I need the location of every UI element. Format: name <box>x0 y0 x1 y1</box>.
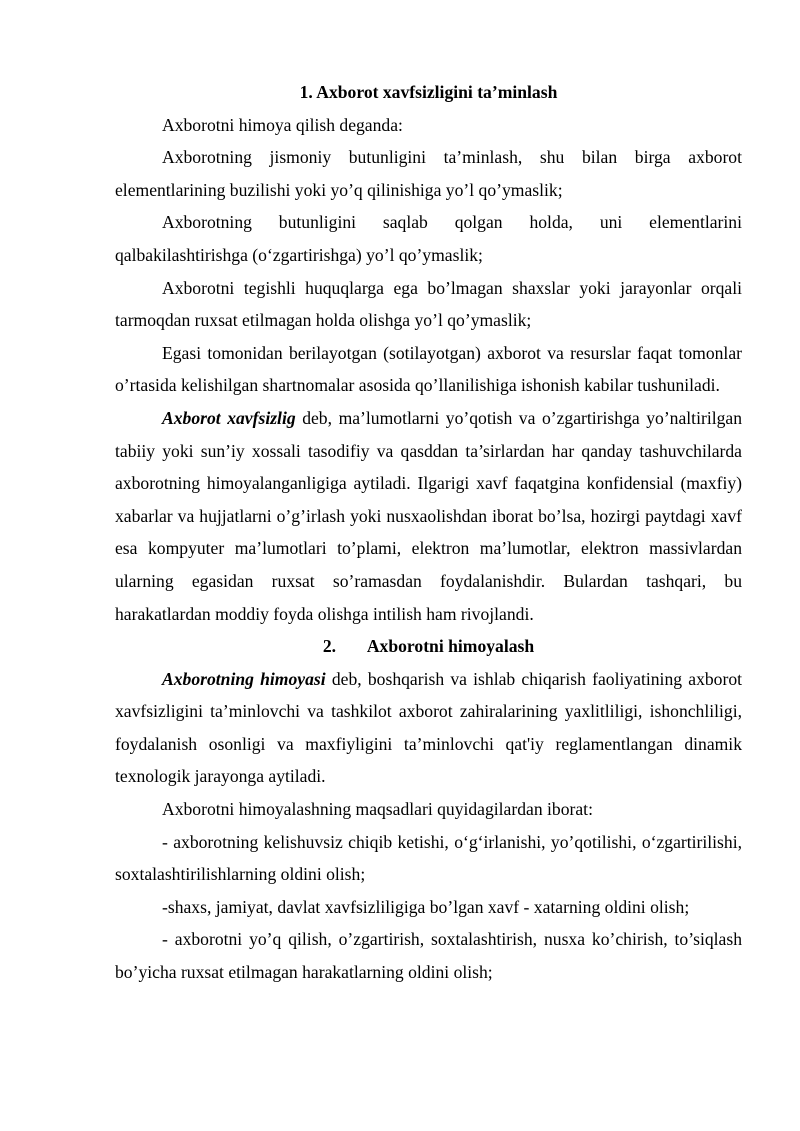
definition-term-axborot-xavfsizlig: Axborot xavfsizlig <box>162 407 296 428</box>
section-1-item-1: Axborotning jismoniy butunligini ta’minlash, shu bilan birga axborot elementlarining buzilishi yoki yo’q qilinishiga yo’l qo’ymaslik; <box>115 147 742 200</box>
section-1-intro: Axborotni himoya qilish deganda: <box>162 114 403 135</box>
section-1-title: 1. Axborot xavfsizligini ta’minlash <box>299 82 558 102</box>
section-2-title-text: Axborotni himoyalash <box>366 636 535 657</box>
section-1-item-4: Egasi tomonidan berilayotgan (sotilayotgan) axborot va resurslar faqat tomonlar o’rtasida kelishilgan shartnomalar asosida qo’llanilishiga ishonish kabilar tushuniladi. <box>115 342 742 396</box>
section-1-item-2: Axborotning butunligini saqlab qolgan holda, uni elementlarini qalbakilashtirishga (o‘zgartirishga) yo’l qo’ymaslik; <box>115 212 742 265</box>
section-1-definition <box>115 402 742 630</box>
definition-text: deb, boshqarish va ishlab chiqarish faoliyatining axborot xavfsizligini ta’minlovchi va tashkilot axborot zahiralarining yaxlitliligi, ishonchliligi, foydalanish osonligi va maxfiyligini ta’minlovchi qat'iy reglamentlangan dinamik texnologik jarayonga aytiladi. <box>115 668 743 787</box>
section-2-goals-intro: Axborotni himoyalashning maqsadlari quyidagilardan iborat: <box>162 799 593 820</box>
definition-text: deb, ma’lumotlarni yo’qotish va o’zgartirishga yo’naltirilgan tabiiy yoki sun’iy xossali tasodifiy va qasddan ta’sirlardan har qanday tashuvchilarda axborotning himoyalanganligiga aytiladi. Ilgarigi xavf faqatgina konfidensial (maxfiy) xabarlar va hujjatlarni o’g’irlash yoki nusxaolishdan iborat bo’lsa, hozirgi paytdagi xavf esa kompyuter ma’lumotlari to’plami, elektron ma’lumotlar, elektron massivlardan ularning egasidan ruxsat so’ramasdan foydalanishdir. Bulardan tashqari, bu harakatlardan moddiy foyda olishga intilish ham rivojlandi. <box>115 407 742 624</box>
section-2-goal-2: -shaxs, jamiyat, davlat xavfsizliligiga bo’lgan xavf - xatarning oldini olish; <box>162 896 690 917</box>
section-2-title <box>115 630 742 663</box>
document-page <box>115 76 742 989</box>
definition-term-axborotning-himoyasi: Axborotning himoyasi <box>162 668 326 689</box>
section-2-definition <box>115 663 742 793</box>
section-2-goal-1: - axborotning kelishuvsiz chiqib ketishi, o‘g‘irlanishi, yo’qotilishi, o‘zgartirilishi, soxtalashtirilishlarning oldini olish; <box>115 831 742 885</box>
section-1-item-3: Axborotni tegishli huquqlarga ega bo’lmagan shaxslar yoki jarayonlar orqali tarmoqdan ruxsat etilmagan holda olishga yo’l qo’ymaslik; <box>115 277 742 331</box>
section-2-number: 2. <box>322 636 337 657</box>
section-2-goal-3: - axborotni yo’q qilish, o’zgartirish, soxtalashtirish, nusxa ko’chirish, to’siqlash bo’yicha ruxsat etilmagan harakatlarning oldini olish; <box>115 929 742 983</box>
